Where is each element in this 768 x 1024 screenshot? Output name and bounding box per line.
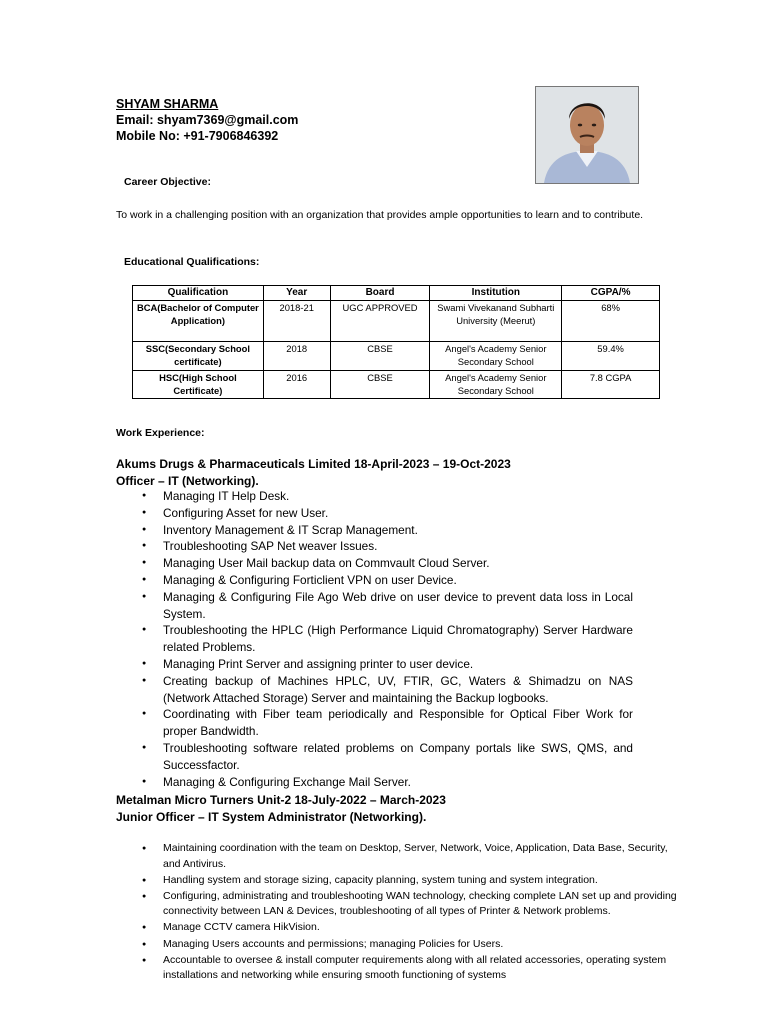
column-header: Year	[263, 286, 330, 301]
year-cell: 2018-21	[263, 301, 330, 342]
education-table	[132, 285, 660, 399]
list-item: ● Managing IT Help Desk.	[163, 488, 633, 505]
email-line: Email: shyam7369@gmail.com	[116, 113, 299, 127]
list-item: ● Handling system and storage sizing, capacity planning, system tuning and system integration.	[163, 873, 687, 889]
institution-cell: Angel's Academy Senior Secondary School	[430, 371, 562, 399]
list-item: ● Inventory Management & IT Scrap Management.	[163, 522, 633, 539]
career-objective-heading: Career Objective:	[124, 176, 211, 188]
year-cell: 2018	[263, 342, 330, 371]
board-cell: CBSE	[330, 371, 430, 399]
list-item: ● Maintaining coordination with the team on Desktop, Server, Network, Voice, Application, Data Base, Security, and Antivirus.	[163, 841, 687, 872]
profile-photo	[535, 86, 639, 184]
list-item: ● Configuring Asset for new User.	[163, 505, 633, 522]
column-header: Qualification	[133, 286, 264, 301]
work-experience-heading: Work Experience:	[116, 427, 205, 439]
qualification-cell: BCA(Bachelor of Computer Application)	[133, 301, 264, 342]
list-item: ● Managing & Configuring Forticlient VPN on user Device.	[163, 572, 633, 589]
list-item: ● Troubleshooting software related problems on Company portals like SWS, QMS, and Successfactor.	[163, 740, 633, 774]
list-item: ● Troubleshooting SAP Net weaver Issues.	[163, 538, 633, 555]
list-item: ● Managing Users accounts and permissions; managing Policies for Users.	[163, 937, 687, 953]
qualification-cell: SSC(Secondary School certificate)	[133, 342, 264, 371]
table-row	[133, 342, 660, 371]
column-header: CGPA/%	[562, 286, 660, 301]
list-item: ● Managing Print Server and assigning printer to user device.	[163, 656, 633, 673]
table-header-row	[133, 286, 660, 301]
table-row	[133, 371, 660, 399]
board-cell: CBSE	[330, 342, 430, 371]
list-item: ● Troubleshooting the HPLC (High Performance Liquid Chromatography) Server Hardware related Problems.	[163, 622, 633, 656]
list-item: ● Managing & Configuring File Ago Web drive on user device to prevent data loss in Local System.	[163, 589, 633, 623]
education-heading: Educational Qualifications:	[124, 256, 260, 268]
qualification-cell: HSC(High School Certificate)	[133, 371, 264, 399]
list-item: ● Managing User Mail backup data on Commvault Cloud Server.	[163, 555, 633, 572]
column-header: Board	[330, 286, 430, 301]
list-item: ● Accountable to oversee & install computer requirements along with all related accessories, operating system installations and networking while ensuring smooth functioning of systems	[163, 953, 687, 984]
person-photo-icon	[536, 87, 638, 183]
mobile-line: Mobile No: +91-7906846392	[116, 129, 279, 143]
list-item: ● Coordinating with Fiber team periodically and Responsible for Optical Fiber Work for proper Bandwidth.	[163, 706, 633, 740]
candidate-name: SHYAM SHARMA	[116, 97, 219, 111]
list-item: ● Managing & Configuring Exchange Mail Server.	[163, 774, 633, 791]
table-row	[133, 301, 660, 342]
year-cell: 2016	[263, 371, 330, 399]
list-item: ● Configuring, administrating and troubleshooting WAN technology, checking complete LAN set up and providing connectivity between LAN & Devices, troubleshooting of all types of Printer & Network problems.	[163, 889, 687, 920]
score-cell: 68%	[562, 301, 660, 342]
career-objective-text: To work in a challenging position with an organization that provides ample opportunities to learn and to contribute.	[116, 209, 644, 221]
job2-duties-list	[138, 841, 687, 984]
job1-company: Akums Drugs & Pharmaceuticals Limited 18-April-2023 – 19-Oct-2023	[116, 457, 511, 471]
job1-duties-list	[138, 488, 633, 790]
list-item: ● Creating backup of Machines HPLC, UV, FTIR, GC, Waters & Shimadzu on NAS (Network Attached Storage) Server and maintaining the Backup logbooks.	[163, 673, 633, 707]
institution-cell: Swami Vivekanand Subharti University (Meerut)	[430, 301, 562, 342]
job2-company: Metalman Micro Turners Unit-2 18-July-2022 – March-2023	[116, 793, 446, 807]
score-cell: 59.4%	[562, 342, 660, 371]
job2-role: Junior Officer – IT System Administrator (Networking).	[116, 810, 427, 824]
job1-role: Officer – IT (Networking).	[116, 474, 259, 488]
board-cell: UGC APPROVED	[330, 301, 430, 342]
score-cell: 7.8 CGPA	[562, 371, 660, 399]
column-header: Institution	[430, 286, 562, 301]
list-item: ● Manage CCTV camera HikVision.	[163, 920, 687, 936]
institution-cell: Angel's Academy Senior Secondary School	[430, 342, 562, 371]
